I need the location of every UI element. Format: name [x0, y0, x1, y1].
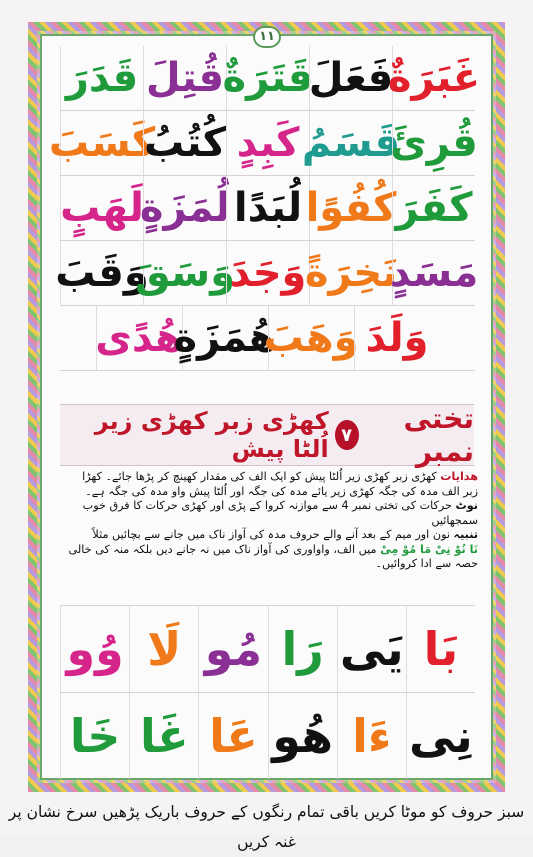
letters-grid [48, 46, 481, 371]
word-cell: كَبِدٍ [226, 111, 309, 175]
word-cell: لُمَزَةٍ [143, 176, 226, 240]
word-cell: وَقَبَ [60, 241, 143, 305]
instruction-line-2: زبر الف مدہ کی جگہ کھڑی زیر یائے مدہ کی جگہ اور اُلٹا پیش واو مدہ کی جگہ ہے۔ [85, 484, 478, 498]
instructions-block [58, 470, 478, 600]
word-cell: كَسَبَ [60, 111, 143, 175]
instruction-line-1: ھدایات کھڑی زبر کھڑی زیر اُلٹا پیش کو ایک الف کی مقدار کھینچ کر پڑھا جائے۔ کھڑا [82, 470, 478, 483]
grid-row [60, 46, 481, 111]
word-cell: قَتَرَةٌ [226, 46, 309, 110]
madd-letter-cell: بَا [406, 606, 475, 692]
page-number: ۱۱ [253, 26, 281, 48]
madd-letter-cell: يَى [337, 606, 406, 692]
madd-row [60, 605, 475, 692]
madd-letter-cell: عَا [198, 693, 267, 779]
madd-letter-cell: غَا [129, 693, 198, 779]
word-cell: كَفَرَ [392, 176, 475, 240]
madd-letter-cell: خَا [60, 693, 129, 779]
madd-letter-cell: لَا [129, 606, 198, 692]
note-label: نوٹ [455, 499, 478, 512]
word-cell: غَبَرَةٌ [392, 46, 475, 110]
lesson-number-badge: ۷ [335, 420, 359, 450]
word-cell: وَسَقَ [143, 241, 226, 305]
word-cell: هُدًى [96, 306, 182, 370]
madd-letter-cell: وُو [60, 606, 129, 692]
warning-label: تنبیہ [453, 528, 478, 541]
madd-letter-cell: رَا [268, 606, 337, 692]
word-cell: لُبَدًا [226, 176, 309, 240]
word-cell: كُفُوًا [309, 176, 392, 240]
madd-letter-cell: مُو [198, 606, 267, 692]
examples: نَا نُوْ نِیْ مَا مُوْ مِیْ [380, 542, 478, 556]
example-line: نَا نُوْ نِیْ مَا مُوْ مِیْ میں الف، واواوری کی آواز ناک میں نہ جانے دیں بلکہ منہ کی خالی [68, 542, 478, 556]
word-cell: قَسَمُ [309, 111, 392, 175]
word-cell: وَلَدَ [354, 306, 440, 370]
instruction-line-6: حصہ سے ادا کروائیں۔ [375, 557, 478, 570]
word-cell: وَجَدَ [226, 241, 309, 305]
madd-letter-cell: نِی [406, 693, 475, 779]
madd-letter-cell: هُو [268, 693, 337, 779]
madd-letter-cell: ءَا [337, 693, 406, 779]
grid-row [60, 306, 475, 371]
word-cell: قَدَرَ [60, 46, 143, 110]
title-part1: تختی نمبر [403, 402, 474, 468]
hidayat-label: ھدایات [440, 470, 478, 483]
word-cell: فَعَلَ [309, 46, 392, 110]
word-cell: هُمَزَةٍ [182, 306, 268, 370]
madd-letters-grid [60, 605, 475, 779]
grid-row [48, 111, 478, 176]
word-cell: قُتِلَ [143, 46, 226, 110]
title-part2: کھڑی زبر کھڑی زیر اُلٹا پیش [94, 407, 329, 463]
word-cell: وَهَبَ [268, 306, 354, 370]
grid-row [55, 241, 479, 306]
word-cell: لَهَبٍ [60, 176, 143, 240]
grid-row [60, 176, 475, 241]
word-cell: نَخِرَةً [309, 241, 392, 305]
note-line: نوٹ حرکات کی تختی نمبر 4 سے موازنہ کروا کے پڑی اور کھڑی حرکات کا فرق خوب سمجھائیں [82, 499, 478, 527]
madd-row [60, 692, 475, 779]
word-cell: كُتُبُ [143, 111, 226, 175]
warning-line: تنبیہ نون اور میم کے بعد آنے والے حروف مدہ کی آواز ناک میں جانے سے بچائیں مثلاً [92, 528, 478, 541]
footer-note: سبز حروف کو موٹا کریں باقی تمام رنگوں کے حروف باریک پڑھیں سرخ نشان پر غنہ کریں [8, 803, 525, 851]
word-cell: قُرِئَ [392, 111, 475, 175]
word-cell: مَسَدٍ [392, 241, 475, 305]
lesson-title-banner [60, 404, 474, 466]
